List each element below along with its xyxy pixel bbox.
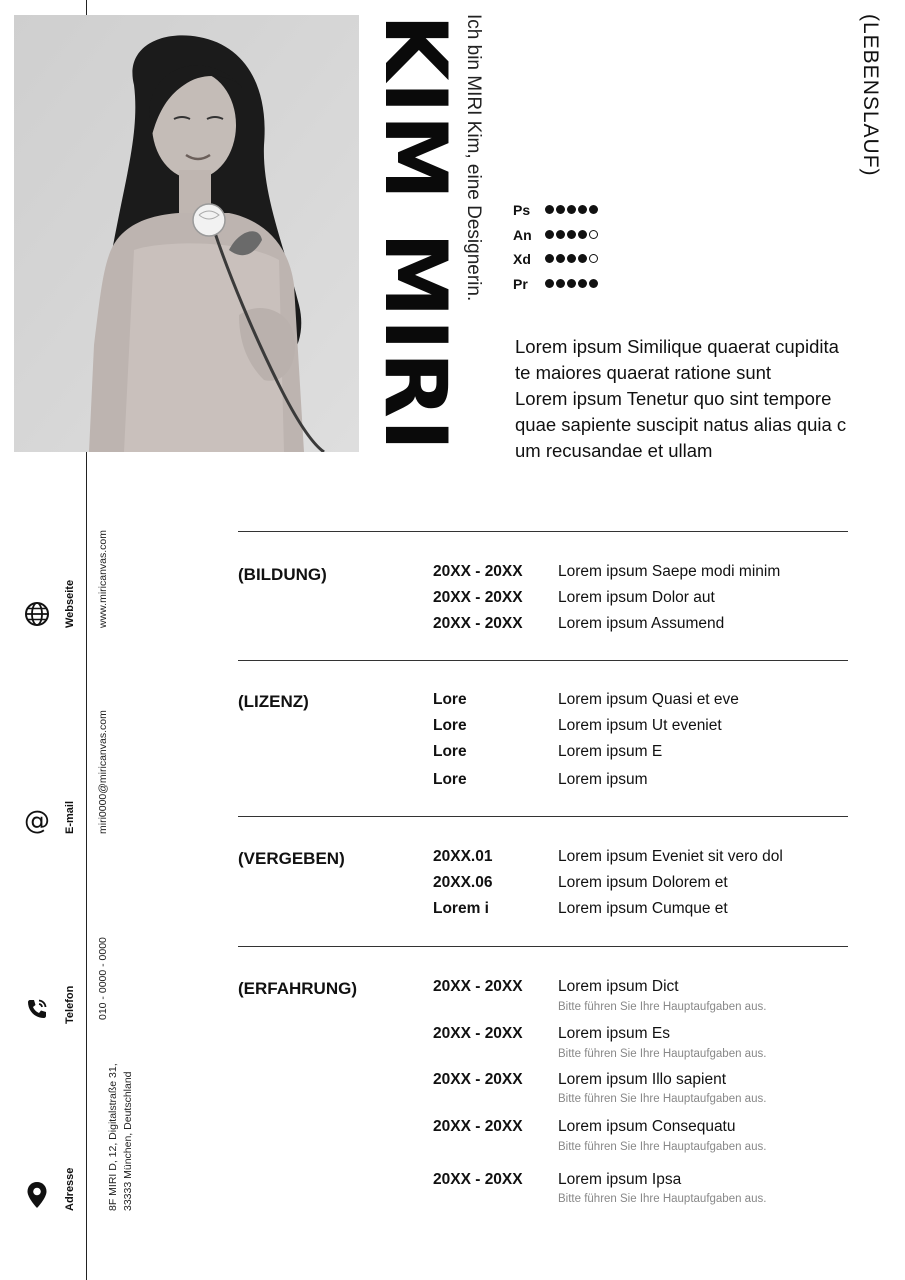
entry-date: 20XX.01: [433, 848, 493, 865]
address-line-2: 33333 München, Deutschland: [122, 1071, 134, 1211]
entry-date: 20XX - 20XX: [433, 1025, 523, 1042]
skill-name: Pr: [513, 275, 528, 292]
skill-rating: [545, 226, 600, 244]
experience-entry: [433, 1118, 736, 1136]
phone-value: 010 - 0000 - 0000: [97, 937, 109, 1020]
skill-name: Xd: [513, 251, 531, 268]
entry-date: 20XX - 20XX: [433, 1171, 523, 1188]
address-label: Adresse: [64, 1167, 76, 1211]
entry-date: 20XX.06: [433, 874, 493, 891]
entry-text: Lorem ipsum Saepe modi minim: [558, 563, 781, 580]
rating-dot-filled: [545, 205, 554, 214]
bio-line: Lorem ipsum Tenetur quo sint tempore: [515, 388, 832, 409]
entry-date: Lore: [433, 743, 467, 760]
entry-date: 20XX - 20XX: [433, 589, 523, 606]
section-divider: [238, 946, 848, 947]
rating-dot-empty: [589, 230, 598, 239]
skill-row: [513, 198, 600, 223]
rating-dot-filled: [589, 205, 598, 214]
entry-text: Lorem ipsum E: [558, 743, 663, 760]
entry-date: 20XX - 20XX: [433, 1118, 523, 1135]
entry-date: Lorem i: [433, 900, 489, 917]
document-type: (LEBENSLAUF): [859, 14, 882, 177]
entry-text: Lorem ipsum Dolorem et: [558, 874, 728, 891]
skill-name: Ps: [513, 202, 531, 219]
rating-dot-filled: [545, 254, 554, 263]
rating-dot-filled: [578, 254, 587, 263]
bio-line: um recusandae et ullam: [515, 440, 713, 461]
at-icon: @: [24, 806, 50, 836]
rating-dot-filled: [545, 279, 554, 288]
entry-date: 20XX - 20XX: [433, 1071, 523, 1088]
license-entry: [433, 691, 739, 709]
entry-text: Lorem ipsum Dolor aut: [558, 589, 715, 606]
entry-date: 20XX - 20XX: [433, 978, 523, 995]
phone-label: Telefon: [64, 985, 76, 1024]
bio-paragraph: [515, 334, 855, 464]
portrait-photo: [14, 15, 359, 452]
awards-entry: [433, 874, 728, 892]
email-value: miri0000@miricanvas.com: [97, 710, 109, 834]
skills-list: [513, 198, 600, 296]
location-pin-icon: [24, 1182, 50, 1208]
entry-text: Lorem ipsum Illo sapient: [558, 1071, 726, 1088]
education-title: (BILDUNG): [238, 565, 327, 584]
education-entry: [433, 563, 780, 581]
email-label: E-mail: [64, 800, 76, 834]
rating-dot-filled: [556, 230, 565, 239]
entry-date: 20XX - 20XX: [433, 563, 523, 580]
entry-date: Lore: [433, 771, 467, 788]
entry-date: 20XX - 20XX: [433, 615, 523, 632]
license-entry: [433, 717, 722, 735]
address-line-1: 8F MIRI D, 12, Digitalstraße 31,: [107, 1063, 119, 1211]
name-heading: KIM MIRI: [365, 14, 465, 452]
experience-entry: [433, 1071, 726, 1089]
license-title: (LIZENZ): [238, 692, 309, 711]
license-entry: [433, 771, 648, 789]
skill-rating: [545, 250, 600, 268]
rating-dot-filled: [578, 279, 587, 288]
entry-date: Lore: [433, 717, 467, 734]
bio-line: quae sapiente suscipit natus alias quia c: [515, 414, 847, 435]
awards-title: (VERGEBEN): [238, 849, 345, 868]
awards-entry: [433, 848, 783, 866]
section-divider: [238, 531, 848, 532]
skill-rating: [545, 275, 600, 293]
skill-row: [513, 223, 600, 248]
entry-text: Lorem ipsum: [558, 771, 648, 788]
rating-dot-filled: [556, 279, 565, 288]
intro-text: Ich bin MIRI Kim, eine Designerin.: [463, 14, 484, 302]
entry-text: Lorem ipsum Assumend: [558, 615, 725, 632]
entry-subtext: Bitte führen Sie Ihre Hauptaufgaben aus.: [558, 1048, 767, 1060]
experience-entry: [433, 978, 679, 996]
phone-icon: [24, 996, 50, 1022]
rating-dot-filled: [578, 230, 587, 239]
skill-row: [513, 247, 600, 272]
section-divider: [238, 816, 848, 817]
rating-dot-empty: [589, 254, 598, 263]
experience-title: (ERFAHRUNG): [238, 979, 357, 998]
entry-text: Lorem ipsum Dict: [558, 978, 679, 995]
entry-text: Lorem ipsum Es: [558, 1025, 670, 1042]
entry-text: Lorem ipsum Consequatu: [558, 1118, 736, 1135]
rating-dot-filled: [545, 230, 554, 239]
rating-dot-filled: [567, 205, 576, 214]
entry-subtext: Bitte führen Sie Ihre Hauptaufgaben aus.: [558, 1193, 767, 1205]
entry-subtext: Bitte führen Sie Ihre Hauptaufgaben aus.: [558, 1141, 767, 1153]
entry-text: Lorem ipsum Ut eveniet: [558, 717, 722, 734]
section-divider: [238, 660, 848, 661]
entry-subtext: Bitte führen Sie Ihre Hauptaufgaben aus.: [558, 1093, 767, 1105]
entry-text: Lorem ipsum Quasi et eve: [558, 691, 739, 708]
bio-line: Lorem ipsum Similique quaerat cupidita: [515, 336, 839, 357]
rating-dot-filled: [589, 279, 598, 288]
awards-entry: [433, 900, 728, 918]
skill-name: An: [513, 226, 532, 243]
globe-icon: [24, 601, 50, 627]
entry-text: Lorem ipsum Eveniet sit vero dol: [558, 848, 783, 865]
bio-line: te maiores quaerat ratione sunt: [515, 362, 772, 383]
skill-rating: [545, 201, 600, 219]
rating-dot-filled: [578, 205, 587, 214]
rating-dot-filled: [567, 254, 576, 263]
website-value: www.miricanvas.com: [97, 529, 109, 628]
skill-row: [513, 272, 600, 297]
education-entry: [433, 615, 724, 633]
experience-entry: [433, 1025, 670, 1043]
entry-subtext: Bitte führen Sie Ihre Hauptaufgaben aus.: [558, 1001, 767, 1013]
rating-dot-filled: [567, 279, 576, 288]
rating-dot-filled: [556, 254, 565, 263]
entry-text: Lorem ipsum Cumque et: [558, 900, 728, 917]
education-entry: [433, 589, 715, 607]
rating-dot-filled: [556, 205, 565, 214]
entry-date: Lore: [433, 691, 467, 708]
experience-entry: [433, 1171, 681, 1189]
website-label: Webseite: [64, 579, 76, 628]
rating-dot-filled: [567, 230, 576, 239]
entry-text: Lorem ipsum Ipsa: [558, 1171, 682, 1188]
license-entry: [433, 743, 662, 761]
